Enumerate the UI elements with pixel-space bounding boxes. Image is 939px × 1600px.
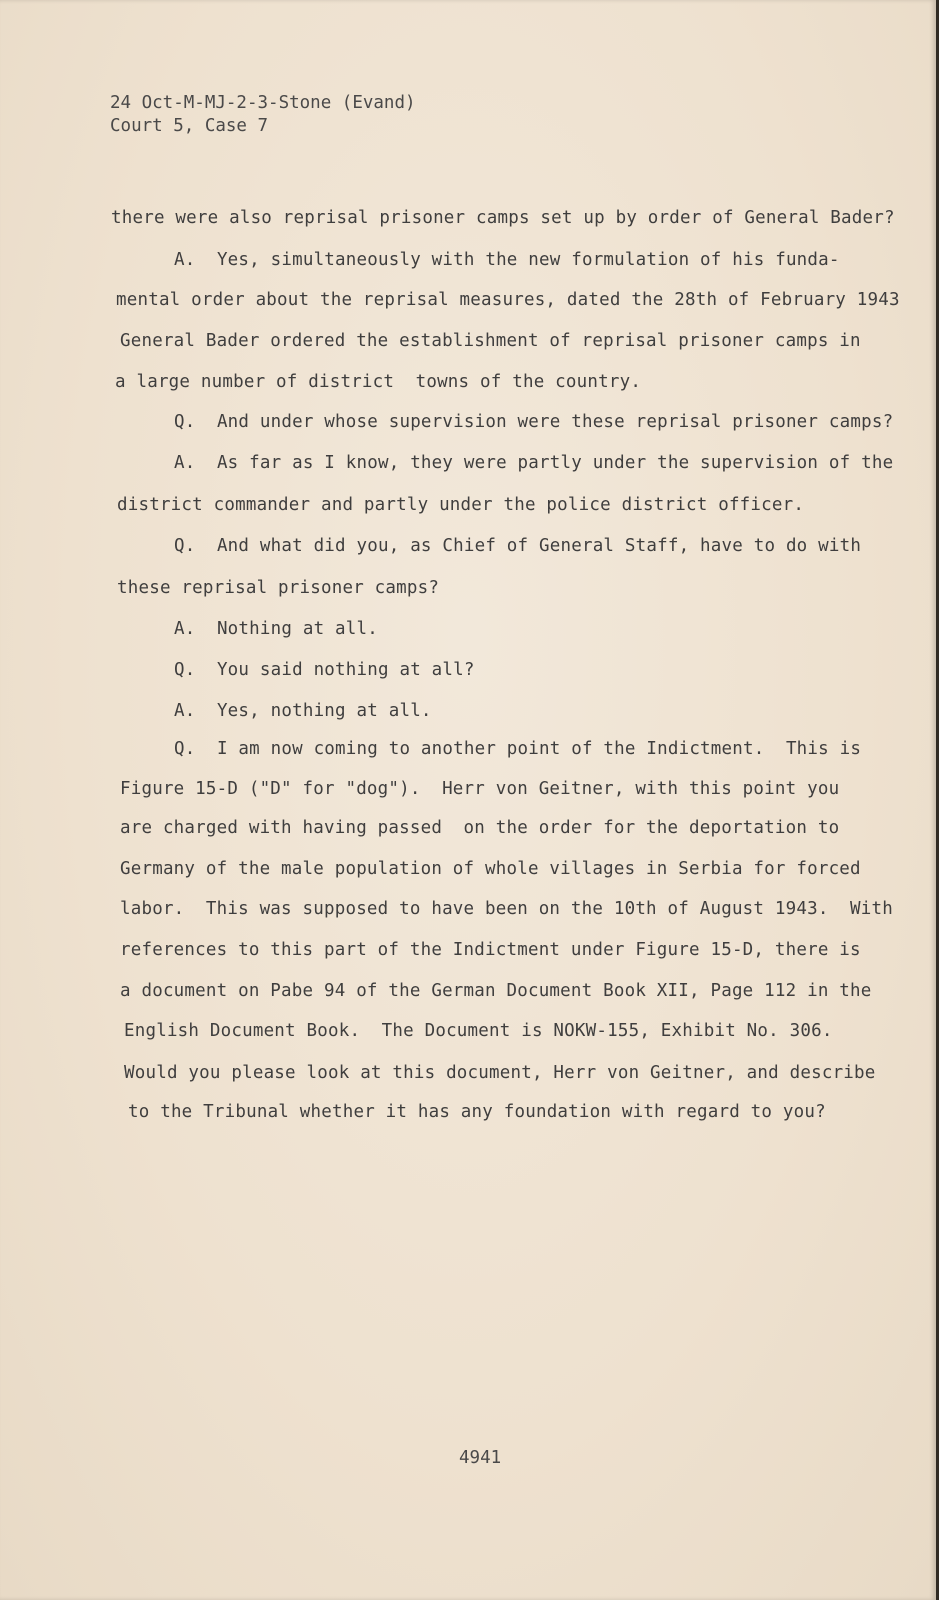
body-line: English Document Book. The Document is NOKW-155, Exhibit No. 306.	[124, 1021, 833, 1041]
body-line: a large number of district towns of the country.	[115, 372, 642, 392]
body-line: Q. I am now coming to another point of the Indictment. This is	[174, 739, 862, 759]
header-line-2: Court 5, Case 7	[110, 116, 269, 136]
body-line: Q. And under whose supervision were these reprisal prisoner camps?	[174, 412, 894, 432]
body-line: Would you please look at this document, Herr von Geitner, and describe	[124, 1063, 876, 1083]
body-line: Figure 15-D ("D" for "dog"). Herr von Geitner, with this point you	[120, 779, 840, 799]
body-line: labor. This was supposed to have been on the 10th of August 1943. With	[120, 899, 893, 919]
header-line-1: 24 Oct-M-MJ-2-3-Stone (Evand)	[110, 93, 416, 113]
body-line: to the Tribunal whether it has any foundation with regard to you?	[128, 1102, 826, 1122]
body-line: these reprisal prisoner camps?	[117, 578, 440, 598]
body-line: A. As far as I know, they were partly under the supervision of the	[174, 453, 894, 473]
body-line: Q. And what did you, as Chief of General Staff, have to do with	[174, 536, 862, 556]
body-line: mental order about the reprisal measures, dated the 28th of February 1943	[116, 290, 900, 310]
body-line: there were also reprisal prisoner camps set up by order of General Bader?	[111, 208, 895, 228]
body-line: a document on Pabe 94 of the German Document Book XII, Page 112 in the	[120, 981, 872, 1001]
page-number: 4941	[459, 1448, 502, 1468]
body-line: A. Nothing at all.	[174, 619, 378, 639]
body-line: district commander and partly under the police district officer.	[117, 495, 805, 515]
body-line: are charged with having passed on the order for the deportation to	[120, 818, 840, 838]
document-header	[110, 92, 416, 138]
body-line: A. Yes, simultaneously with the new formulation of his funda-	[174, 250, 840, 270]
body-line: A. Yes, nothing at all.	[174, 701, 432, 721]
body-line: references to this part of the Indictment under Figure 15-D, there is	[120, 940, 861, 960]
body-line: General Bader ordered the establishment of reprisal prisoner camps in	[120, 331, 861, 351]
body-line: Q. You said nothing at all?	[174, 660, 475, 680]
body-line: Germany of the male population of whole villages in Serbia for forced	[120, 859, 861, 879]
